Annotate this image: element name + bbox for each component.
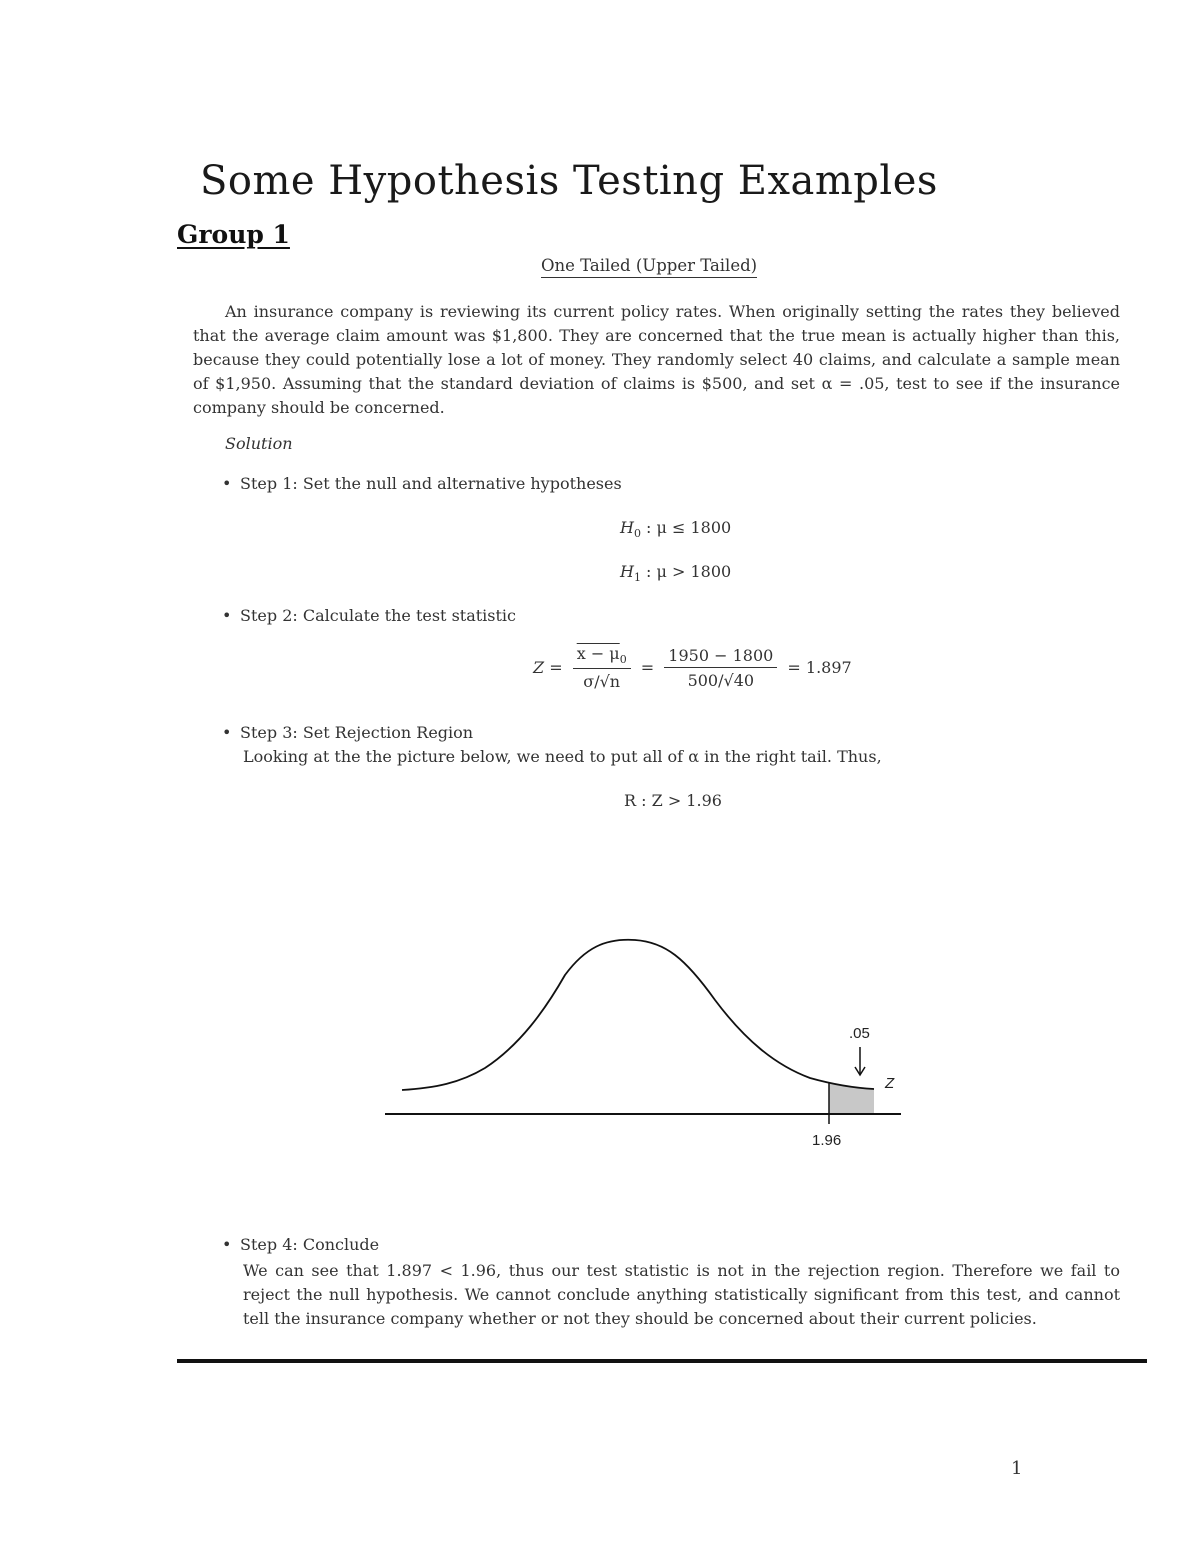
solution-label: Solution bbox=[225, 434, 293, 453]
axis-z-label: Z bbox=[885, 1075, 895, 1092]
normal-curve-figure bbox=[380, 920, 910, 1160]
document-title: Some Hypothesis Testing Examples bbox=[200, 158, 938, 204]
h0-relation: : μ ≤ 1800 bbox=[646, 518, 732, 537]
step-2-label: Step 2: Calculate the test statistic bbox=[240, 606, 517, 625]
step-4-label: Step 4: Conclude bbox=[240, 1235, 380, 1254]
step-1 bbox=[222, 474, 622, 493]
problem-statement: An insurance company is reviewing its current policy rates. When originally setting the rates they believed that the average claim amount was $1,800. They are concerned that the true mean is actually higher than this, because they could potentially lose a lot of money. They randomly select 40 claims, and calculate a sample mean of $1,950. Assuming that the standard deviation of claims is $500, and set α = .05, test to see if the insurance company should be concerned. bbox=[193, 302, 1120, 417]
equals-sign: = bbox=[640, 658, 655, 678]
bullet-icon: • bbox=[222, 723, 232, 742]
formula-numerator-text: x − μ bbox=[576, 644, 620, 663]
section-subheading: One Tailed (Upper Tailed) bbox=[541, 256, 757, 278]
step-3-text: Looking at the the picture below, we need to put all of α in the right tail. Thus, bbox=[243, 747, 882, 766]
test-statistic-equation bbox=[528, 644, 857, 704]
bullet-icon: • bbox=[222, 474, 232, 493]
values-numerator: 1950 − 1800 bbox=[664, 646, 777, 668]
h1-relation: : μ > 1800 bbox=[646, 562, 732, 581]
group-heading: Group 1 bbox=[177, 220, 290, 249]
step-4-conclusion: We can see that 1.897 < 1.96, thus our test statistic is not in the rejection region. Therefore we fail to reject the null hypothesis. We cannot conclude anything statistically significant from this test, and cannot tell the insurance company whether or not they should be concerned about their current policies. bbox=[243, 1261, 1120, 1328]
formula-fraction bbox=[573, 644, 631, 691]
formula-denominator: σ/√n bbox=[583, 672, 621, 692]
step-2 bbox=[222, 606, 516, 625]
step-4 bbox=[222, 1235, 379, 1254]
bullet-icon: • bbox=[222, 1235, 232, 1254]
critical-value-label: 1.96 bbox=[812, 1132, 842, 1149]
values-denominator: 500/√40 bbox=[687, 670, 755, 690]
formula-numerator bbox=[573, 644, 631, 669]
formula-numerator-subscript: 0 bbox=[619, 653, 627, 667]
rejection-region: R : Z > 1.96 bbox=[624, 791, 722, 810]
horizontal-rule bbox=[177, 1359, 1147, 1363]
step-1-label: Step 1: Set the null and alternative hypotheses bbox=[240, 474, 622, 493]
alpha-label: .05 bbox=[849, 1025, 870, 1042]
page-number: 1 bbox=[1011, 1458, 1023, 1479]
z-lhs: Z = bbox=[533, 658, 563, 678]
alternative-hypothesis bbox=[620, 562, 731, 584]
bullet-icon: • bbox=[222, 606, 232, 625]
h0-symbol: H bbox=[620, 518, 634, 537]
normal-curve bbox=[402, 940, 874, 1090]
values-fraction bbox=[664, 646, 777, 690]
h0-subscript: 0 bbox=[633, 527, 641, 541]
test-statistic-result: = 1.897 bbox=[787, 658, 852, 678]
step-3 bbox=[222, 723, 473, 742]
null-hypothesis bbox=[620, 518, 731, 540]
h1-subscript: 1 bbox=[633, 571, 641, 585]
step-3-label: Step 3: Set Rejection Region bbox=[240, 723, 474, 742]
h1-symbol: H bbox=[620, 562, 634, 581]
